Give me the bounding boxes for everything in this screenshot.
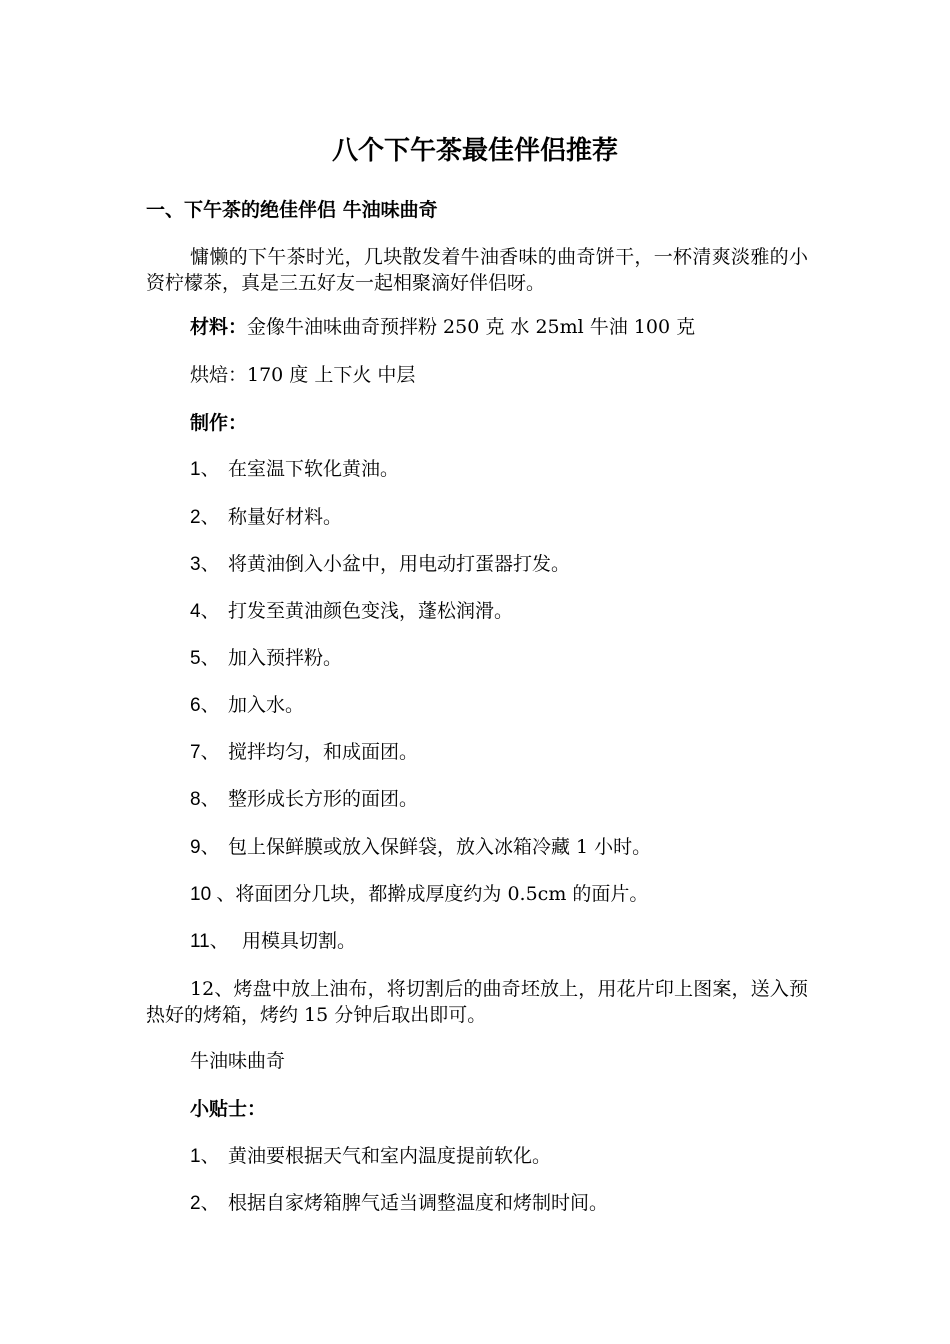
step-number: 1、 [190,459,220,480]
step-text: 搅拌均匀，和成面团。 [228,741,419,763]
step-text: 将面团分几块，都擀成厚度约为 0.5cm 的面片。 [235,883,649,905]
tip-item [190,1141,551,1172]
step-item [190,502,342,533]
step-text: 打发至黄油颜色变浅，蓬松润滑。 [228,600,514,622]
step-item [190,926,356,957]
step-number: 5、 [190,648,220,669]
step-item-12: 12、烤盘中放上油布，将切割后的曲奇坯放上，用花片印上图案，送入预热好的烤箱，烤约 15 分钟后取出即可。 [146,978,808,1026]
baking-line: 烘焙：170 度 上下火 中层 [190,364,416,386]
step-number: 6、 [190,695,220,716]
section-heading: 一、下午茶的绝佳伴侣 牛油味曲奇 [146,199,438,221]
tips-label: 小贴士： [190,1098,267,1120]
step-number: 11、 [190,931,229,952]
tip-number: 2、 [190,1193,220,1214]
method-label: 制作： [190,412,248,434]
step-item [190,737,418,768]
step-item [190,643,342,674]
step-number: 10 、 [190,884,236,905]
step-number: 8、 [190,789,220,810]
step-item [190,832,651,863]
step-text: 加入水。 [228,694,305,716]
step-number: 3、 [190,554,220,575]
step-text: 称量好材料。 [228,506,343,528]
step-item [190,454,399,485]
step-number: 7、 [190,742,220,763]
step-number: 9、 [190,837,220,858]
step-item [190,690,304,721]
step-number: 2、 [190,507,220,528]
tip-text: 根据自家烤箱脾气适当调整温度和烤制时间。 [228,1192,609,1214]
materials-text: 金像牛油味曲奇预拌粉 250 克 水 25ml 牛油 100 克 [247,316,696,338]
step-text: 将黄油倒入小盆中，用电动打蛋器打发。 [228,553,571,575]
image-caption: 牛油味曲奇 [190,1050,286,1072]
intro-paragraph: 慵懒的下午茶时光，几块散发着牛油香味的曲奇饼干，一杯清爽淡雅的小资柠檬茶，真是三五好友一起相聚滴好伴侣呀。 [146,246,808,294]
step-item [190,879,648,910]
document-title: 八个下午茶最佳伴侣推荐 [331,136,618,166]
step-text: 在室温下软化黄油。 [228,458,400,480]
materials-label: 材料： [190,316,248,338]
step-item [190,549,570,580]
step-number: 4、 [190,601,220,622]
step-text: 用模具切割。 [242,930,357,952]
tip-item [190,1188,608,1219]
step-item [190,596,513,627]
step-text: 加入预拌粉。 [228,647,343,669]
materials-line [190,312,695,342]
tip-number: 1、 [190,1146,220,1167]
step-text: 包上保鲜膜或放入保鲜袋，放入冰箱冷藏 1 小时。 [228,836,652,858]
step-item [190,784,418,815]
step-text: 整形成长方形的面团。 [228,788,419,810]
tip-text: 黄油要根据天气和室内温度提前软化。 [228,1145,552,1167]
